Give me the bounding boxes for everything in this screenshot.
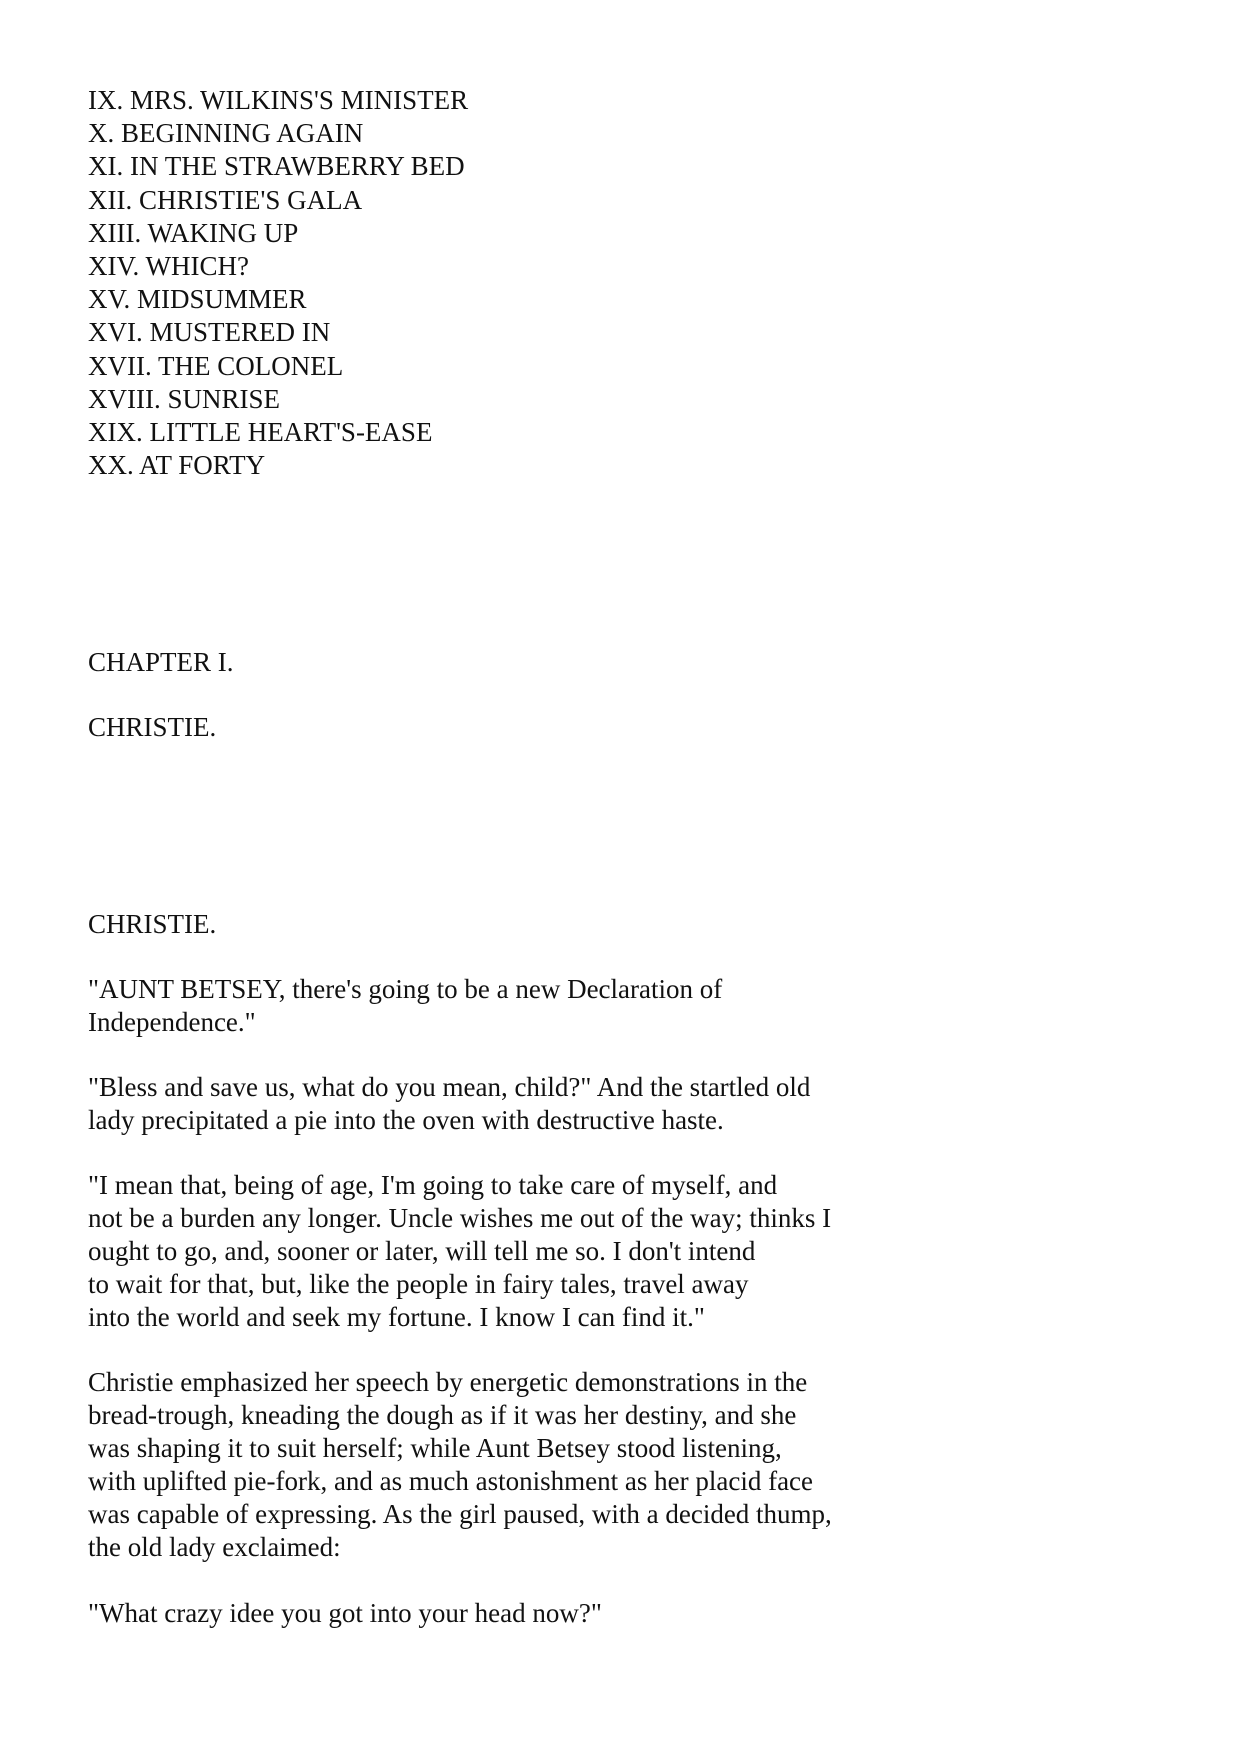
text-line: with uplifted pie-fork, and as much astonishment as her placid face <box>88 1466 814 1496</box>
text-line: the old lady exclaimed: <box>88 1532 341 1562</box>
paragraph <box>88 1169 831 1334</box>
toc-entry: XX. AT FORTY <box>88 450 266 481</box>
toc-entry: XII. CHRISTIE'S GALA <box>88 184 363 215</box>
paragraph <box>88 973 722 1039</box>
toc-entry: X. BEGINNING AGAIN <box>88 118 364 149</box>
toc-entry: XVIII. SUNRISE <box>88 383 280 414</box>
text-line: Independence." <box>88 1007 256 1037</box>
paragraph <box>88 1597 602 1630</box>
toc-entry: XIII. WAKING UP <box>88 217 299 248</box>
text-line: lady precipitated a pie into the oven with destructive haste. <box>88 1105 724 1135</box>
toc-entry: XIX. LITTLE HEART'S-EASE <box>88 417 433 448</box>
table-of-contents <box>88 84 468 482</box>
text-line: bread-trough, kneading the dough as if it was her destiny, and she <box>88 1400 797 1430</box>
text-line: ought to go, and, sooner or later, will tell me so. I don't intend <box>88 1236 756 1266</box>
toc-entry: IX. MRS. WILKINS'S MINISTER <box>88 85 469 115</box>
text-line: was shaping it to suit herself; while Aunt Betsey stood listening, <box>88 1433 782 1463</box>
chapter-subtitle: CHRISTIE. <box>88 909 217 939</box>
chapter-title: CHRISTIE. <box>88 712 217 742</box>
toc-entry: XVI. MUSTERED IN <box>88 317 331 348</box>
paragraph <box>88 1071 810 1137</box>
text-line: not be a burden any longer. Uncle wishes me out of the way; thinks I <box>88 1203 832 1233</box>
chapter-number: CHAPTER I. <box>88 647 234 677</box>
text-line: was capable of expressing. As the girl paused, with a decided thump, <box>88 1499 832 1529</box>
paragraph <box>88 1366 832 1564</box>
toc-entry: XI. IN THE STRAWBERRY BED <box>88 151 465 182</box>
text-line: Christie emphasized her speech by energetic demonstrations in the <box>88 1367 808 1397</box>
text-line: "AUNT BETSEY, there's going to be a new Declaration of <box>88 974 723 1004</box>
text-line: to wait for that, but, like the people in fairy tales, travel away <box>88 1269 749 1299</box>
text-line: "I mean that, being of age, I'm going to take care of myself, and <box>88 1170 778 1200</box>
text-line: "What crazy idee you got into your head now?" <box>88 1598 602 1628</box>
toc-entry: XVII. THE COLONEL <box>88 350 344 381</box>
toc-entry: XIV. WHICH? <box>88 251 249 282</box>
toc-entry: XV. MIDSUMMER <box>88 284 307 315</box>
text-line: into the world and seek my fortune. I know I can find it." <box>88 1302 705 1332</box>
text-line: "Bless and save us, what do you mean, child?" And the startled old <box>88 1072 811 1102</box>
